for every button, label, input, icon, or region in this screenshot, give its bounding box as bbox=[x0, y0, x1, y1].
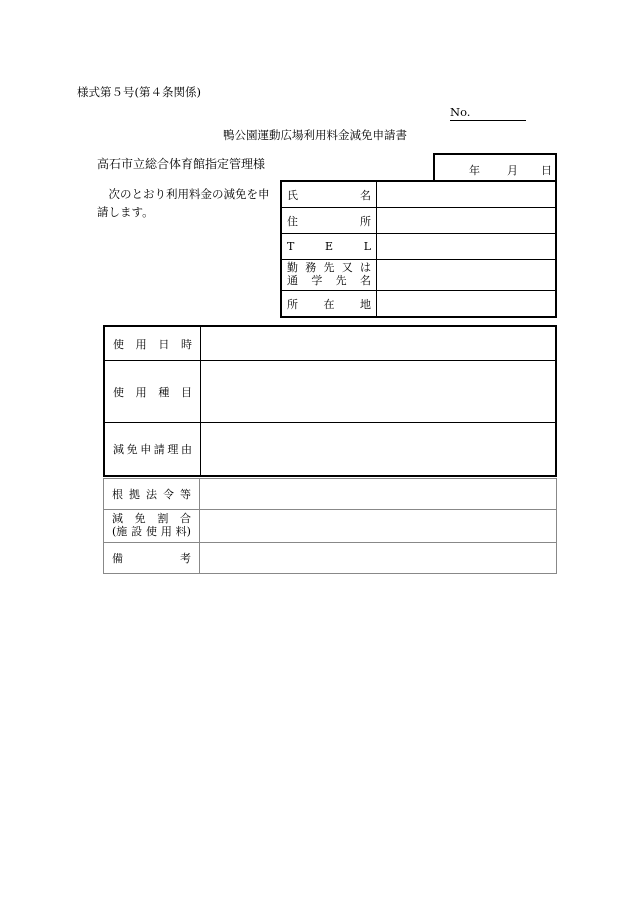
usage-type-field[interactable] bbox=[201, 361, 557, 423]
table-row bbox=[104, 423, 556, 477]
address-label: 住 所 bbox=[281, 208, 377, 234]
table-row bbox=[281, 234, 556, 260]
workplace-field[interactable] bbox=[377, 260, 557, 291]
table-row bbox=[281, 260, 556, 291]
addressee: 高石市立総合体育館指定管理様 bbox=[97, 157, 266, 171]
table-row bbox=[104, 361, 556, 423]
reduction-details-table bbox=[103, 478, 557, 574]
document-title: 鴨公園運動広場利用料金減免申請書 bbox=[223, 128, 407, 142]
legal-basis-field[interactable] bbox=[200, 479, 557, 510]
usage-type-label: 使 用 種 目 bbox=[104, 361, 201, 423]
table-row bbox=[281, 181, 556, 208]
table-row bbox=[281, 291, 556, 318]
document-number-field[interactable]: No. bbox=[450, 106, 526, 121]
workplace-label: 勤 務 先 又 は 通 学 先 名 bbox=[281, 260, 377, 291]
reduction-reason-label: 減 免 申 請 理 由 bbox=[104, 423, 201, 477]
table-row bbox=[104, 543, 557, 574]
name-field[interactable] bbox=[377, 181, 557, 208]
date-box[interactable] bbox=[433, 153, 557, 180]
usage-datetime-label: 使 用 日 時 bbox=[104, 326, 201, 361]
reduction-reason-field[interactable] bbox=[201, 423, 557, 477]
table-row bbox=[281, 208, 556, 234]
location-field[interactable] bbox=[377, 291, 557, 318]
address-field[interactable] bbox=[377, 208, 557, 234]
usage-datetime-field[interactable] bbox=[201, 326, 557, 361]
tel-label: T E L bbox=[281, 234, 377, 260]
remarks-label: 備 考 bbox=[104, 543, 200, 574]
form-number: 様式第５号(第４条関係) bbox=[77, 85, 201, 99]
legal-basis-label: 根 拠 法 令 等 bbox=[104, 479, 200, 510]
location-label: 所 在 地 bbox=[281, 291, 377, 318]
usage-table bbox=[103, 325, 557, 477]
table-row bbox=[104, 479, 557, 510]
date-year-label: 年 bbox=[469, 164, 480, 177]
table-row bbox=[104, 326, 556, 361]
request-text: 次のとおり利用料金の減免を申請します。 bbox=[97, 187, 270, 219]
table-row bbox=[104, 510, 557, 543]
tel-field[interactable] bbox=[377, 234, 557, 260]
applicant-info-table bbox=[280, 180, 557, 318]
date-month-label: 月 bbox=[507, 164, 518, 177]
remarks-field[interactable] bbox=[200, 543, 557, 574]
reduction-ratio-label: 減 免 割 合 (施 設 使 用 料) bbox=[104, 510, 200, 543]
reduction-ratio-field[interactable] bbox=[200, 510, 557, 543]
name-label: 氏 名 bbox=[281, 181, 377, 208]
date-day-label: 日 bbox=[541, 164, 552, 177]
